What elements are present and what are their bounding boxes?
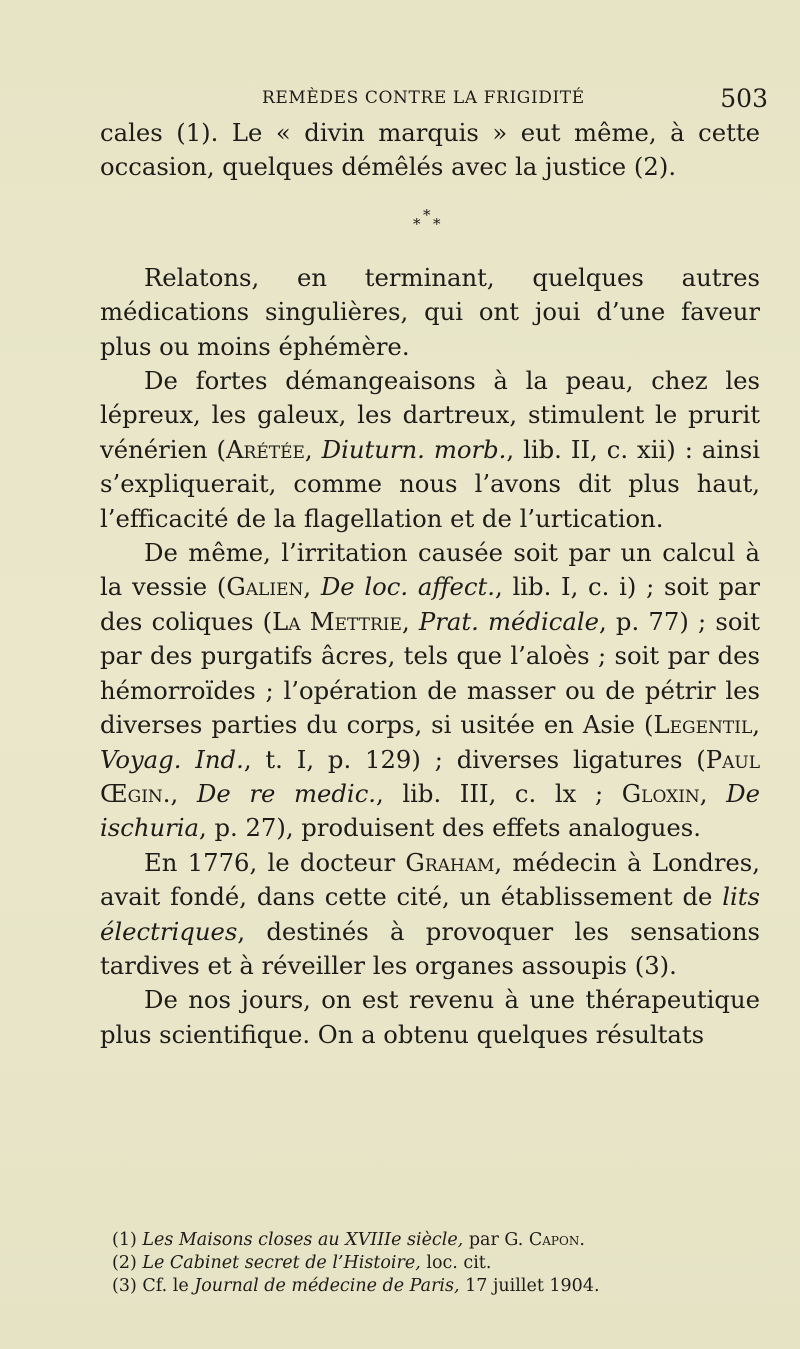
asterism-star-top: *: [423, 205, 431, 224]
asterism-star-left: *: [413, 214, 421, 233]
footnote-marker: (1): [112, 1230, 143, 1250]
text-run: , p. 77) ; soit par des purgatifs âcres, tels que l’aloès ; soit par des hémorroïdes ; l’opération de masser ou de pétrir les diverses parties du corps, si usitée en Asie (: [100, 606, 761, 740]
footnotes: [112, 1229, 772, 1297]
text-run: 17 juillet 1904.: [459, 1275, 600, 1296]
text-run: ,: [752, 710, 760, 740]
footnote-author: Capon: [528, 1230, 580, 1250]
asterism-star-right: *: [433, 214, 441, 233]
text-run: ,: [699, 778, 727, 808]
citation-title: Voyag. Ind.: [100, 744, 244, 774]
footnote-2: [112, 1252, 772, 1275]
citation-author: Galien: [226, 572, 304, 602]
text-run: ,: [304, 434, 322, 464]
citation-title: De loc. affect.: [320, 572, 496, 602]
footnote-title: Le Cabinet secret de l’Histoire,: [142, 1252, 421, 1273]
footnote-marker: (2): [112, 1252, 143, 1273]
citation-author: La Mettrie: [272, 606, 402, 636]
citation-title: Prat. médicale: [418, 606, 599, 636]
text-run: , lib. I, c. i) ; soit par des coliques (: [100, 572, 760, 636]
citation-title: De ischuria: [100, 778, 760, 843]
text-run: par G.: [463, 1230, 529, 1250]
running-head: REMÈDES CONTRE LA FRIGIDITÉ: [262, 88, 585, 108]
text-run: De fortes démangeaisons à la peau, chez les lépreux, les galeux, les dartreux, stimulent le prurit vénérien (: [100, 366, 760, 464]
citation-author: Gloxin: [621, 778, 700, 808]
text-run: De même, l’irritation causée soit par un calcul à la vessie (: [100, 538, 760, 602]
footnote-1: [112, 1229, 772, 1252]
text-run: , destinés à provoquer les sensations tardives et à réveiller les organes assoupis (3).: [100, 916, 760, 980]
text-run: loc. cit.: [420, 1252, 492, 1273]
page-number: 503: [720, 84, 768, 113]
citation-author: Paul Œgin.: [100, 744, 760, 808]
footnote-title: Les Maisons closes au XVIIIe siècle,: [142, 1230, 464, 1250]
text-run: ,: [303, 572, 321, 602]
text-run: , t. I, p. 129) ; diverses ligatures (: [243, 744, 706, 774]
footnote-3: [112, 1275, 772, 1298]
page-header: [0, 86, 800, 116]
text-run: ,: [401, 606, 419, 636]
paragraph-continuation: cales (1). Le « divin marquis » eut même, à cette occasion, quelques démêlés avec la justice (2).: [100, 118, 760, 182]
asterism-separator: [100, 185, 760, 261]
paragraph-medications: Relatons, en terminant, quelques autres médications singulières, qui ont joui d’une faveur plus ou moins éphémère.: [100, 262, 760, 361]
footnote-marker: (3): [112, 1275, 143, 1296]
citation-author: Legentil: [653, 710, 753, 740]
citation-author: Graham: [405, 847, 495, 877]
citation-author: Arétée: [225, 434, 305, 464]
paragraph-itching: [100, 364, 760, 536]
paragraph-graham: [100, 846, 760, 984]
paragraph-irritation: [100, 536, 760, 846]
body-text: [100, 116, 760, 1052]
text-run: Cf. le: [142, 1275, 195, 1296]
text-run: ,: [170, 778, 197, 808]
text-run: , médecin à Londres, avait fondé, dans cette cité, un établissement de: [100, 847, 761, 912]
text-run: , p. 27), produisent des effets analogues.: [199, 813, 701, 843]
text-run: , lib. II, c. xii) : ainsi s’expliquerait, comme nous l’avons dit plus haut, l’efficacité de la flagellation et de l’urtication.: [100, 434, 760, 533]
citation-title: De re medic.: [196, 778, 377, 808]
emphasis-term: lits électriques: [100, 882, 760, 946]
paragraph-modern: De nos jours, on est revenu à une thérapeutique plus scientifique. On a obtenu quelques résultats: [100, 985, 760, 1049]
text-run: En 1776, le docteur: [144, 847, 406, 877]
citation-title: Diuturn. morb.: [321, 434, 507, 464]
text-run: , lib. III, c. lx ;: [376, 778, 622, 808]
text-run: .: [579, 1230, 585, 1250]
footnote-title: Journal de médecine de Paris,: [194, 1275, 460, 1296]
